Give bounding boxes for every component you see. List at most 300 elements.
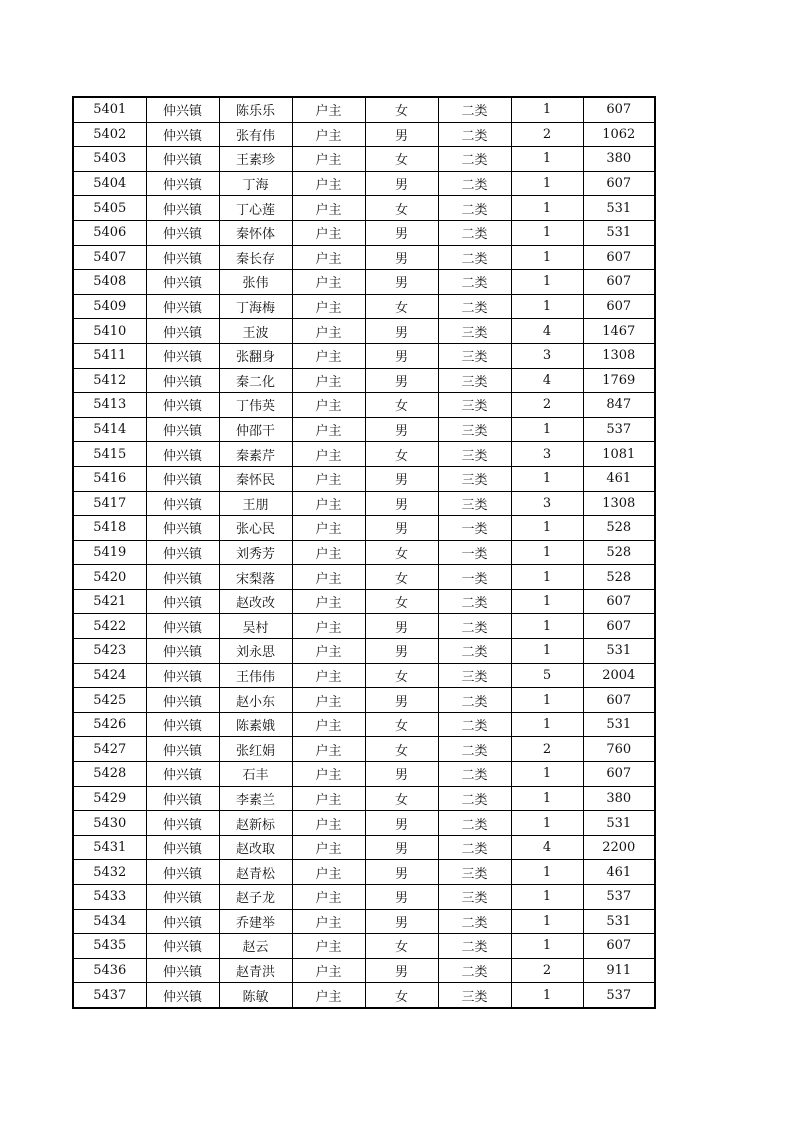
household-size-cell: 2 <box>511 737 583 762</box>
household-size-cell: 1 <box>511 147 583 172</box>
category-cell: 二类 <box>438 762 511 787</box>
gender-cell: 男 <box>365 417 438 442</box>
relation-cell: 户主 <box>292 639 365 664</box>
amount-cell: 380 <box>583 786 655 811</box>
town-cell: 仲兴镇 <box>146 245 219 270</box>
table-row <box>73 417 655 442</box>
category-cell: 三类 <box>438 860 511 885</box>
relation-cell: 户主 <box>292 762 365 787</box>
gender-cell: 男 <box>365 958 438 983</box>
relation-cell: 户主 <box>292 466 365 491</box>
relation-cell: 户主 <box>292 245 365 270</box>
relation-cell: 户主 <box>292 934 365 959</box>
id-cell: 5414 <box>73 417 146 442</box>
household-size-cell: 1 <box>511 417 583 442</box>
table-row <box>73 294 655 319</box>
amount-cell: 847 <box>583 393 655 418</box>
town-cell: 仲兴镇 <box>146 983 219 1008</box>
category-cell: 二类 <box>438 294 511 319</box>
relation-cell: 户主 <box>292 983 365 1008</box>
gender-cell: 男 <box>365 122 438 147</box>
name-cell: 赵云 <box>219 934 292 959</box>
name-cell: 秦怀民 <box>219 466 292 491</box>
amount-cell: 528 <box>583 565 655 590</box>
town-cell: 仲兴镇 <box>146 319 219 344</box>
relation-cell: 户主 <box>292 958 365 983</box>
household-size-cell: 1 <box>511 639 583 664</box>
id-cell: 5433 <box>73 885 146 910</box>
town-cell: 仲兴镇 <box>146 762 219 787</box>
relation-cell: 户主 <box>292 220 365 245</box>
gender-cell: 男 <box>365 516 438 541</box>
roster-table <box>72 96 656 1009</box>
category-cell: 二类 <box>438 589 511 614</box>
id-cell: 5420 <box>73 565 146 590</box>
gender-cell: 女 <box>365 663 438 688</box>
category-cell: 二类 <box>438 122 511 147</box>
table-row <box>73 319 655 344</box>
category-cell: 三类 <box>438 491 511 516</box>
household-size-cell: 2 <box>511 393 583 418</box>
table-row <box>73 565 655 590</box>
amount-cell: 607 <box>583 934 655 959</box>
id-cell: 5434 <box>73 909 146 934</box>
household-size-cell: 1 <box>511 589 583 614</box>
gender-cell: 男 <box>365 762 438 787</box>
name-cell: 陈乐乐 <box>219 97 292 122</box>
table-row <box>73 196 655 221</box>
household-size-cell: 2 <box>511 122 583 147</box>
amount-cell: 531 <box>583 220 655 245</box>
name-cell: 秦长存 <box>219 245 292 270</box>
town-cell: 仲兴镇 <box>146 417 219 442</box>
roster-table-body <box>73 97 655 1008</box>
id-cell: 5404 <box>73 171 146 196</box>
id-cell: 5403 <box>73 147 146 172</box>
household-size-cell: 1 <box>511 934 583 959</box>
table-row <box>73 811 655 836</box>
category-cell: 一类 <box>438 540 511 565</box>
amount-cell: 461 <box>583 466 655 491</box>
household-size-cell: 1 <box>511 270 583 295</box>
table-row <box>73 491 655 516</box>
amount-cell: 607 <box>583 688 655 713</box>
table-row <box>73 343 655 368</box>
name-cell: 赵新标 <box>219 811 292 836</box>
household-size-cell: 1 <box>511 614 583 639</box>
amount-cell: 1467 <box>583 319 655 344</box>
category-cell: 三类 <box>438 663 511 688</box>
category-cell: 二类 <box>438 639 511 664</box>
id-cell: 5410 <box>73 319 146 344</box>
gender-cell: 男 <box>365 270 438 295</box>
household-size-cell: 1 <box>511 860 583 885</box>
household-size-cell: 1 <box>511 909 583 934</box>
category-cell: 三类 <box>438 885 511 910</box>
name-cell: 秦素芹 <box>219 442 292 467</box>
table-row <box>73 393 655 418</box>
gender-cell: 女 <box>365 196 438 221</box>
table-row <box>73 171 655 196</box>
gender-cell: 男 <box>365 343 438 368</box>
town-cell: 仲兴镇 <box>146 639 219 664</box>
name-cell: 李素兰 <box>219 786 292 811</box>
amount-cell: 1308 <box>583 343 655 368</box>
category-cell: 二类 <box>438 270 511 295</box>
category-cell: 三类 <box>438 393 511 418</box>
household-size-cell: 1 <box>511 171 583 196</box>
town-cell: 仲兴镇 <box>146 934 219 959</box>
id-cell: 5402 <box>73 122 146 147</box>
name-cell: 张红娟 <box>219 737 292 762</box>
town-cell: 仲兴镇 <box>146 196 219 221</box>
table-row <box>73 368 655 393</box>
gender-cell: 男 <box>365 466 438 491</box>
town-cell: 仲兴镇 <box>146 909 219 934</box>
household-size-cell: 5 <box>511 663 583 688</box>
relation-cell: 户主 <box>292 737 365 762</box>
town-cell: 仲兴镇 <box>146 491 219 516</box>
town-cell: 仲兴镇 <box>146 466 219 491</box>
gender-cell: 男 <box>365 811 438 836</box>
table-row <box>73 663 655 688</box>
amount-cell: 1769 <box>583 368 655 393</box>
table-row <box>73 540 655 565</box>
town-cell: 仲兴镇 <box>146 885 219 910</box>
category-cell: 二类 <box>438 835 511 860</box>
relation-cell: 户主 <box>292 589 365 614</box>
name-cell: 张伟 <box>219 270 292 295</box>
town-cell: 仲兴镇 <box>146 811 219 836</box>
household-size-cell: 3 <box>511 442 583 467</box>
household-size-cell: 1 <box>511 294 583 319</box>
id-cell: 5428 <box>73 762 146 787</box>
category-cell: 一类 <box>438 516 511 541</box>
name-cell: 刘秀芳 <box>219 540 292 565</box>
id-cell: 5413 <box>73 393 146 418</box>
category-cell: 二类 <box>438 712 511 737</box>
town-cell: 仲兴镇 <box>146 343 219 368</box>
gender-cell: 女 <box>365 983 438 1008</box>
amount-cell: 607 <box>583 270 655 295</box>
category-cell: 三类 <box>438 466 511 491</box>
name-cell: 秦怀体 <box>219 220 292 245</box>
amount-cell: 537 <box>583 417 655 442</box>
id-cell: 5437 <box>73 983 146 1008</box>
gender-cell: 男 <box>365 688 438 713</box>
amount-cell: 607 <box>583 589 655 614</box>
id-cell: 5432 <box>73 860 146 885</box>
amount-cell: 531 <box>583 909 655 934</box>
amount-cell: 537 <box>583 983 655 1008</box>
category-cell: 三类 <box>438 343 511 368</box>
id-cell: 5401 <box>73 97 146 122</box>
relation-cell: 户主 <box>292 122 365 147</box>
table-row <box>73 860 655 885</box>
table-row <box>73 270 655 295</box>
table-row <box>73 466 655 491</box>
household-size-cell: 1 <box>511 540 583 565</box>
category-cell: 二类 <box>438 909 511 934</box>
name-cell: 石丰 <box>219 762 292 787</box>
name-cell: 赵改取 <box>219 835 292 860</box>
name-cell: 陈素娥 <box>219 712 292 737</box>
amount-cell: 1062 <box>583 122 655 147</box>
relation-cell: 户主 <box>292 663 365 688</box>
amount-cell: 531 <box>583 639 655 664</box>
town-cell: 仲兴镇 <box>146 688 219 713</box>
id-cell: 5429 <box>73 786 146 811</box>
relation-cell: 户主 <box>292 97 365 122</box>
amount-cell: 1308 <box>583 491 655 516</box>
name-cell: 秦二化 <box>219 368 292 393</box>
id-cell: 5430 <box>73 811 146 836</box>
gender-cell: 男 <box>365 639 438 664</box>
amount-cell: 607 <box>583 294 655 319</box>
table-row <box>73 958 655 983</box>
amount-cell: 531 <box>583 196 655 221</box>
name-cell: 王朋 <box>219 491 292 516</box>
name-cell: 陈敏 <box>219 983 292 1008</box>
table-row <box>73 885 655 910</box>
amount-cell: 760 <box>583 737 655 762</box>
name-cell: 王波 <box>219 319 292 344</box>
town-cell: 仲兴镇 <box>146 786 219 811</box>
name-cell: 赵改改 <box>219 589 292 614</box>
category-cell: 二类 <box>438 245 511 270</box>
name-cell: 丁海梅 <box>219 294 292 319</box>
name-cell: 赵子龙 <box>219 885 292 910</box>
gender-cell: 男 <box>365 835 438 860</box>
amount-cell: 531 <box>583 712 655 737</box>
relation-cell: 户主 <box>292 491 365 516</box>
household-size-cell: 4 <box>511 368 583 393</box>
gender-cell: 男 <box>365 319 438 344</box>
id-cell: 5415 <box>73 442 146 467</box>
relation-cell: 户主 <box>292 196 365 221</box>
table-row <box>73 639 655 664</box>
household-size-cell: 1 <box>511 466 583 491</box>
table-row <box>73 688 655 713</box>
relation-cell: 户主 <box>292 786 365 811</box>
gender-cell: 男 <box>365 614 438 639</box>
town-cell: 仲兴镇 <box>146 565 219 590</box>
household-size-cell: 1 <box>511 786 583 811</box>
gender-cell: 女 <box>365 393 438 418</box>
name-cell: 王伟伟 <box>219 663 292 688</box>
town-cell: 仲兴镇 <box>146 97 219 122</box>
id-cell: 5412 <box>73 368 146 393</box>
relation-cell: 户主 <box>292 712 365 737</box>
amount-cell: 607 <box>583 614 655 639</box>
household-size-cell: 1 <box>511 565 583 590</box>
table-row <box>73 516 655 541</box>
category-cell: 三类 <box>438 319 511 344</box>
relation-cell: 户主 <box>292 540 365 565</box>
town-cell: 仲兴镇 <box>146 393 219 418</box>
town-cell: 仲兴镇 <box>146 516 219 541</box>
household-size-cell: 1 <box>511 885 583 910</box>
name-cell: 张翻身 <box>219 343 292 368</box>
town-cell: 仲兴镇 <box>146 122 219 147</box>
id-cell: 5406 <box>73 220 146 245</box>
gender-cell: 女 <box>365 565 438 590</box>
table-row <box>73 589 655 614</box>
id-cell: 5422 <box>73 614 146 639</box>
id-cell: 5416 <box>73 466 146 491</box>
town-cell: 仲兴镇 <box>146 540 219 565</box>
category-cell: 二类 <box>438 688 511 713</box>
id-cell: 5418 <box>73 516 146 541</box>
town-cell: 仲兴镇 <box>146 614 219 639</box>
relation-cell: 户主 <box>292 294 365 319</box>
town-cell: 仲兴镇 <box>146 835 219 860</box>
amount-cell: 607 <box>583 762 655 787</box>
household-size-cell: 4 <box>511 319 583 344</box>
relation-cell: 户主 <box>292 516 365 541</box>
amount-cell: 461 <box>583 860 655 885</box>
category-cell: 三类 <box>438 368 511 393</box>
household-size-cell: 1 <box>511 712 583 737</box>
household-size-cell: 1 <box>511 762 583 787</box>
name-cell: 赵青洪 <box>219 958 292 983</box>
id-cell: 5411 <box>73 343 146 368</box>
category-cell: 二类 <box>438 958 511 983</box>
gender-cell: 男 <box>365 909 438 934</box>
amount-cell: 528 <box>583 516 655 541</box>
town-cell: 仲兴镇 <box>146 663 219 688</box>
relation-cell: 户主 <box>292 688 365 713</box>
amount-cell: 528 <box>583 540 655 565</box>
name-cell: 乔建举 <box>219 909 292 934</box>
gender-cell: 男 <box>365 368 438 393</box>
name-cell: 刘永思 <box>219 639 292 664</box>
amount-cell: 607 <box>583 171 655 196</box>
name-cell: 丁伟英 <box>219 393 292 418</box>
name-cell: 赵青松 <box>219 860 292 885</box>
id-cell: 5423 <box>73 639 146 664</box>
table-row <box>73 147 655 172</box>
gender-cell: 女 <box>365 712 438 737</box>
relation-cell: 户主 <box>292 860 365 885</box>
household-size-cell: 1 <box>511 811 583 836</box>
town-cell: 仲兴镇 <box>146 147 219 172</box>
town-cell: 仲兴镇 <box>146 737 219 762</box>
relation-cell: 户主 <box>292 368 365 393</box>
table-row <box>73 614 655 639</box>
gender-cell: 女 <box>365 934 438 959</box>
town-cell: 仲兴镇 <box>146 220 219 245</box>
id-cell: 5407 <box>73 245 146 270</box>
household-size-cell: 2 <box>511 958 583 983</box>
id-cell: 5431 <box>73 835 146 860</box>
amount-cell: 911 <box>583 958 655 983</box>
name-cell: 丁心莲 <box>219 196 292 221</box>
amount-cell: 380 <box>583 147 655 172</box>
id-cell: 5427 <box>73 737 146 762</box>
gender-cell: 男 <box>365 245 438 270</box>
town-cell: 仲兴镇 <box>146 171 219 196</box>
relation-cell: 户主 <box>292 147 365 172</box>
name-cell: 仲邵干 <box>219 417 292 442</box>
town-cell: 仲兴镇 <box>146 294 219 319</box>
town-cell: 仲兴镇 <box>146 958 219 983</box>
table-row <box>73 786 655 811</box>
table-row <box>73 220 655 245</box>
gender-cell: 女 <box>365 442 438 467</box>
id-cell: 5436 <box>73 958 146 983</box>
name-cell: 丁海 <box>219 171 292 196</box>
id-cell: 5419 <box>73 540 146 565</box>
amount-cell: 607 <box>583 97 655 122</box>
id-cell: 5421 <box>73 589 146 614</box>
name-cell: 张心民 <box>219 516 292 541</box>
category-cell: 二类 <box>438 614 511 639</box>
relation-cell: 户主 <box>292 319 365 344</box>
name-cell: 王素珍 <box>219 147 292 172</box>
category-cell: 二类 <box>438 811 511 836</box>
town-cell: 仲兴镇 <box>146 442 219 467</box>
category-cell: 二类 <box>438 934 511 959</box>
town-cell: 仲兴镇 <box>146 270 219 295</box>
table-row <box>73 245 655 270</box>
amount-cell: 1081 <box>583 442 655 467</box>
name-cell: 赵小东 <box>219 688 292 713</box>
household-size-cell: 1 <box>511 220 583 245</box>
household-size-cell: 3 <box>511 343 583 368</box>
table-row <box>73 737 655 762</box>
table-row <box>73 122 655 147</box>
table-row <box>73 909 655 934</box>
table-row <box>73 442 655 467</box>
relation-cell: 户主 <box>292 393 365 418</box>
relation-cell: 户主 <box>292 442 365 467</box>
table-row <box>73 762 655 787</box>
town-cell: 仲兴镇 <box>146 712 219 737</box>
category-cell: 二类 <box>438 147 511 172</box>
household-size-cell: 1 <box>511 196 583 221</box>
id-cell: 5426 <box>73 712 146 737</box>
relation-cell: 户主 <box>292 171 365 196</box>
gender-cell: 男 <box>365 491 438 516</box>
id-cell: 5435 <box>73 934 146 959</box>
category-cell: 二类 <box>438 786 511 811</box>
town-cell: 仲兴镇 <box>146 860 219 885</box>
town-cell: 仲兴镇 <box>146 368 219 393</box>
gender-cell: 女 <box>365 147 438 172</box>
gender-cell: 男 <box>365 171 438 196</box>
household-size-cell: 1 <box>511 516 583 541</box>
category-cell: 三类 <box>438 442 511 467</box>
relation-cell: 户主 <box>292 343 365 368</box>
relation-cell: 户主 <box>292 885 365 910</box>
table-row <box>73 983 655 1008</box>
category-cell: 二类 <box>438 737 511 762</box>
gender-cell: 女 <box>365 786 438 811</box>
relation-cell: 户主 <box>292 835 365 860</box>
gender-cell: 女 <box>365 540 438 565</box>
amount-cell: 607 <box>583 245 655 270</box>
gender-cell: 男 <box>365 885 438 910</box>
category-cell: 二类 <box>438 196 511 221</box>
gender-cell: 女 <box>365 97 438 122</box>
table-row <box>73 835 655 860</box>
relation-cell: 户主 <box>292 417 365 442</box>
category-cell: 二类 <box>438 220 511 245</box>
table-row <box>73 97 655 122</box>
household-size-cell: 1 <box>511 688 583 713</box>
table-row <box>73 934 655 959</box>
